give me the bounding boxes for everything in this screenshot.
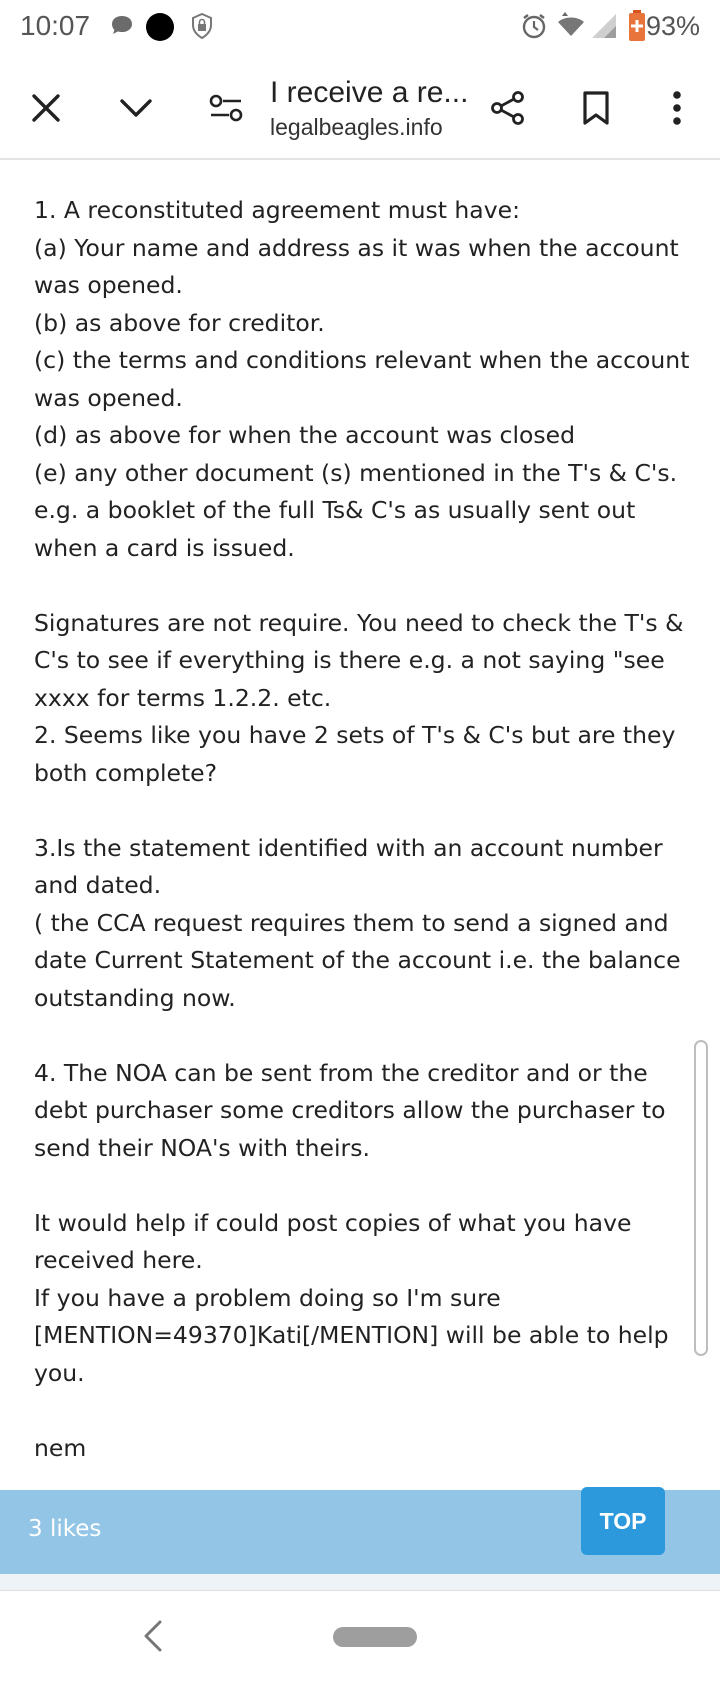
status-time: 10:07	[20, 10, 91, 41]
close-icon	[31, 93, 61, 123]
share-button[interactable]	[486, 86, 530, 130]
alarm-icon	[520, 12, 548, 44]
post-line	[34, 792, 694, 830]
page-settings-button[interactable]	[204, 86, 248, 130]
bottom-strip	[0, 1574, 720, 1590]
more-button[interactable]	[655, 86, 699, 130]
battery-icon	[628, 10, 646, 46]
navigation-bar	[0, 1590, 720, 1681]
more-vert-icon	[672, 91, 682, 125]
browser-toolbar	[0, 56, 720, 160]
home-pill[interactable]	[333, 1627, 417, 1647]
chevron-down-icon	[119, 97, 153, 119]
status-bar	[0, 0, 720, 56]
post-line: Signatures are not require. You need to check the T's & C's to see if everything is there e.g. a not saying "see xxxx for terms 1.2.2. etc.	[34, 608, 691, 712]
post-line: (b) as above for creditor.	[34, 308, 325, 337]
post-line: (c) the terms and conditions relevant when the account was opened.	[34, 346, 697, 412]
post-line	[34, 1392, 694, 1430]
post-line: It would help if could post copies of what you have received here.	[34, 1208, 639, 1274]
bookmark-button[interactable]	[574, 86, 618, 130]
post-line: (d) as above for when the account was closed	[34, 421, 575, 449]
page-domain[interactable]: legalbeagles.info	[270, 114, 443, 140]
post-line: 1. A reconstituted agreement must have:	[34, 196, 520, 224]
back-button[interactable]	[142, 1619, 164, 1657]
battery-percent: 93%	[645, 11, 700, 41]
collapse-button[interactable]	[114, 86, 158, 130]
share-icon	[490, 90, 526, 126]
wifi-icon	[556, 12, 586, 44]
post-line: 2. Seems like you have 2 sets of T's & C's but are they both complete?	[34, 721, 683, 787]
post-line	[34, 1017, 694, 1055]
bookmark-icon	[582, 91, 610, 125]
back-chevron-icon	[142, 1619, 164, 1653]
post-line: 3.Is the statement identified with an account number and dated.	[34, 833, 671, 899]
top-button[interactable]: TOP	[581, 1487, 665, 1555]
close-button[interactable]	[24, 86, 68, 130]
post-line: (e) any other document (s) mentioned in the T's & C's. e.g. a booklet of the full Ts& C's as usually sent out when a card is issued.	[34, 458, 685, 562]
post-line	[34, 1167, 694, 1205]
chat-bubble-icon	[108, 12, 136, 44]
post-line: (a) Your name and address as it was when the account was opened.	[34, 233, 687, 299]
post-line	[34, 567, 694, 605]
page-settings-icon	[209, 93, 243, 123]
shield-lock-icon	[190, 12, 214, 44]
post-line: If you have a problem doing so I'm sure [MENTION=49370]Kati[/MENTION] will be able to help you.	[34, 1283, 677, 1387]
likes-count[interactable]: 3 likes	[28, 1516, 102, 1542]
post-line: ( the CCA request requires them to send a signed and date Current Statement of the account i.e. the balance outstanding now.	[34, 908, 689, 1012]
scrollbar[interactable]	[694, 1040, 708, 1356]
post-content	[34, 192, 697, 1467]
signal-icon	[590, 12, 618, 44]
dot-icon	[145, 12, 175, 46]
page-title[interactable]: I receive a re...	[270, 76, 469, 109]
post-signature: nem	[34, 1433, 87, 1462]
post-line: 4. The NOA can be sent from the creditor and or the debt purchaser some creditors allow the purchaser to send their NOA's with theirs.	[34, 1058, 674, 1162]
